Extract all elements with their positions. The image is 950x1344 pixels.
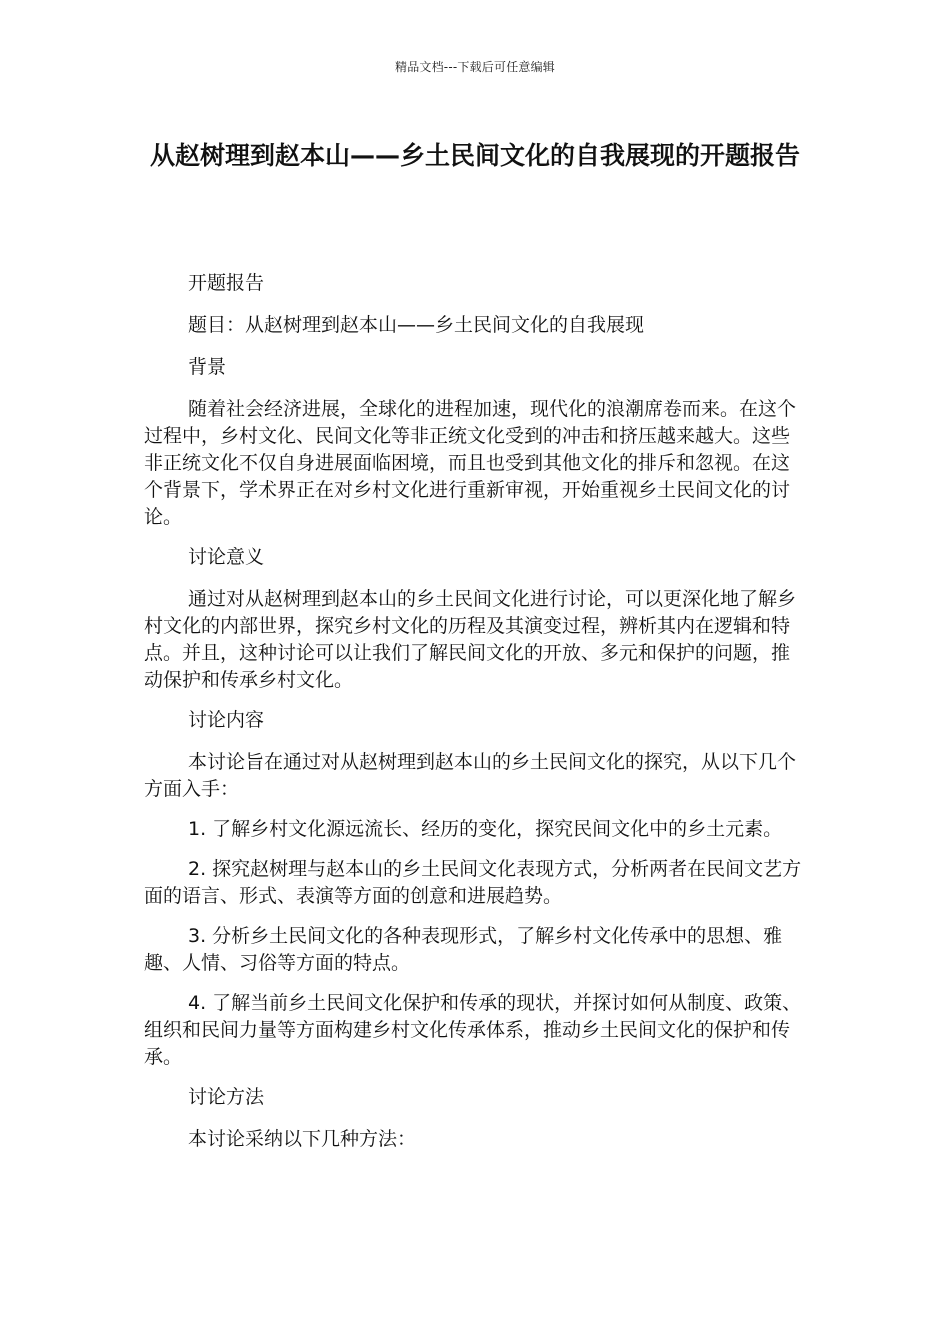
- section-label-proposal: 开题报告: [188, 272, 265, 294]
- background-paragraph: 随着社会经济进展，全球化的进程加速，现代化的浪潮席卷而来。在这个过程中，乡村文化、民间文化等非正统文化受到的冲击和挤压越来越大。这些非正统文化不仅自身进展面临困境，而且也受到其他文化的排斥和忽视。在这个背景下，学术界正在对乡村文化进行重新审视，开始重视乡土民间文化的讨论。: [144, 398, 797, 528]
- significance-paragraph: 通过对从赵树理到赵本山的乡土民间文化进行讨论，可以更深化地了解乡村文化的内部世界，探究乡村文化的历程及其演变过程，辨析其内在逻辑和特点。并且，这种讨论可以让我们了解民间文化的开放、多元和保护的问题，推动保护和传承乡村文化。: [144, 588, 797, 691]
- content-intro-paragraph: 本讨论旨在通过对从赵树理到赵本山的乡土民间文化的探究，从以下几个方面入手：: [144, 751, 797, 800]
- method-intro-paragraph: 本讨论采纳以下几种方法：: [188, 1128, 417, 1150]
- content-item-4: 4. 了解当前乡土民间文化保护和传承的现状，并探讨如何从制度、政策、组织和民间力量等方面构建乡村文化传承体系，推动乡土民间文化的保护和传承。: [144, 992, 802, 1068]
- section-heading-content: 讨论内容: [188, 709, 265, 731]
- content-item-3: 3. 分析乡土民间文化的各种表现形式，了解乡村文化传承中的思想、雅趣、人情、习俗等方面的特点。: [144, 925, 783, 974]
- document-title: 从赵树理到赵本山——乡土民间文化的自我展现的开题报告: [149, 141, 800, 170]
- section-heading-significance: 讨论意义: [188, 546, 265, 568]
- content-item-2: 2. 探究赵树理与赵本山的乡土民间文化表现方式，分析两者在民间文艺方面的语言、形式、表演等方面的创意和进展趋势。: [144, 858, 802, 907]
- section-heading-method: 讨论方法: [188, 1086, 265, 1108]
- document-body: [144, 270, 806, 1166]
- header-note: 精品文档---下载后可任意编辑: [395, 60, 555, 74]
- content-item-1: 1. 了解乡村文化源远流长、经历的变化，探究民间文化中的乡土元素。: [188, 818, 783, 840]
- topic-line: 题目：从赵树理到赵本山——乡土民间文化的自我展现: [188, 314, 645, 336]
- section-heading-background: 背景: [188, 356, 227, 378]
